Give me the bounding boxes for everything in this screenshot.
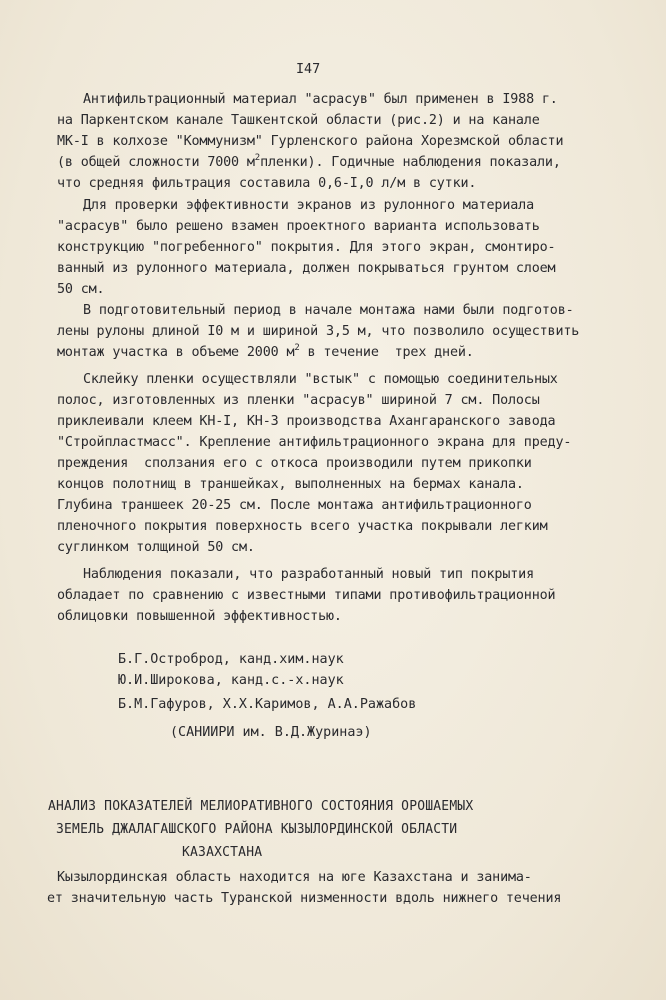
text-line: Для проверки эффективности экранов из рулонного материала <box>83 198 534 213</box>
text-line: "Стройпластмасс". Крепление антифильтрационного экрана для преду- <box>57 435 572 450</box>
text-line: Наблюдения показали, что разработанный новый тип покрытия <box>83 567 534 582</box>
text-line: Склейку пленки осуществляли "встык" с помощью соединительных <box>83 372 558 387</box>
heading-line: КАЗАХСТАНА <box>182 844 263 861</box>
text-line: Кызылординская область находится на юге Казахстана и занима- <box>57 870 532 885</box>
text-line: ет значительную часть Туранской низменности вдоль нижнего течения <box>47 891 562 906</box>
heading-line: АНАЛИЗ ПОКАЗАТЕЛЕЙ МЕЛИОРАТИВНОГО СОСТОЯНИЯ ОРОШАЕМЫХ <box>48 798 474 815</box>
text-line: МК-I в колхозе "Коммунизм" Гурленского района Хорезмской области <box>57 134 564 149</box>
text-line: конструкцию "погребенного" покрытия. Для этого экран, смонтиро- <box>57 240 556 255</box>
author-line: Б.М.Гафуров, Х.Х.Каримов, А.А.Ражабов <box>118 697 417 712</box>
text-line: Глубина траншеек 20-25 см. После монтажа антифильтрационного <box>57 498 532 513</box>
author-line: Ю.И.Широкова, канд.с.-х.наук <box>118 673 344 688</box>
page-number: I47 <box>296 62 321 77</box>
author-line: Б.Г.Остроброд, канд.хим.наук <box>118 652 344 667</box>
text-line: лены рулоны длиной I0 м и шириной 3,5 м, что позволило осуществить <box>57 324 580 339</box>
text-line: концов полотнищ в траншейках, выполненных на бермах канала. <box>57 477 524 492</box>
institution: (САНИИРИ им. В.Д.Журинаэ) <box>170 725 372 740</box>
text-line: 50 см. <box>57 282 105 297</box>
text-line: суглинком толщиной 50 см. <box>57 540 255 555</box>
text-line: преждения сползания его с откоса производили путем прикопки <box>57 456 532 471</box>
text-line: что средняя фильтрация составила 0,6-I,0 л/м в сутки. <box>57 176 477 191</box>
text-line: ванный из рулонного материала, должен покрываться грунтом слоем <box>57 261 556 276</box>
text-line: приклеивали клеем КН-I, КН-3 производства Ахангаранского завода <box>57 414 556 429</box>
text-line: обладает по сравнению с известными типами противофильтрационной <box>57 588 556 603</box>
text-line: на Паркентском канале Ташкентской области (рис.2) и на канале <box>57 113 540 128</box>
text-line: пленочного покрытия поверхность всего участка покрывали легким <box>57 519 548 534</box>
text-line: полос, изготовленных из пленки "асрасув" шириной 7 см. Полосы <box>57 393 540 408</box>
text-line: Антифильтрационный материал "асрасув" был применен в I988 г. <box>83 92 558 107</box>
text-line: "асрасув" было решено взамен проектного варианта использовать <box>57 219 540 234</box>
text-line: монтаж участка в объеме 2000 $м^2$ в течение трех дней. <box>57 343 474 360</box>
heading-line: ЗЕМЕЛЬ ДЖАЛАГАШСКОГО РАЙОНА КЫЗЫЛОРДИНСКОЙ ОБЛАСТИ <box>56 821 458 838</box>
text-line: В подготовительный период в начале монтажа нами были подготов- <box>83 303 574 318</box>
text-line: облицовки повышенной эффективностью. <box>57 609 342 624</box>
text-line: (в общей сложности 7000 $м^2пленки$). Годичные наблюдения показали, <box>57 153 561 170</box>
